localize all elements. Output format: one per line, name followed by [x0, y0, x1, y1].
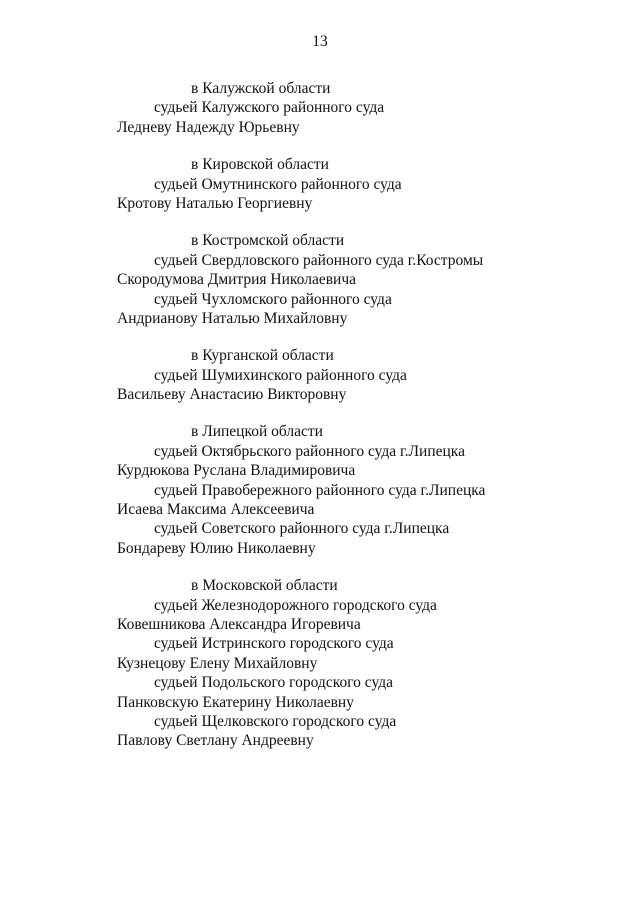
appointment-position: судьей Истринского городского суда — [154, 635, 394, 653]
appointee-name: Павлову Светлану Андреевну — [117, 732, 314, 750]
appointment-position: судьей Калужского районного суда — [154, 99, 385, 117]
appointee-name: Андрианову Наталью Михайловну — [117, 309, 348, 327]
appointee-name: Бондареву Юлию Николаевну — [117, 539, 316, 557]
appointee-name: Курдюкова Руслана Владимировича — [117, 462, 356, 480]
section-kirov — [117, 155, 617, 213]
appointment-position: судьей Советского районного суда г.Липецка — [154, 520, 450, 538]
section-lipetsk — [117, 422, 617, 558]
region-heading: в Курганской области — [191, 347, 334, 365]
appointee-name: Панковскую Екатерину Николаевну — [117, 693, 354, 711]
page-number: 13 — [312, 33, 328, 50]
appointment-position: судьей Омутнинского районного суда — [154, 175, 402, 193]
appointment-position: судьей Железнодорожного городского суда — [154, 596, 437, 614]
appointee-name: Скородумова Дмитрия Николаевича — [117, 271, 356, 289]
appointee-name: Исаева Максима Алексеевича — [117, 501, 315, 519]
appointee-name: Ледневу Надежду Юрьевну — [117, 118, 300, 136]
region-heading: в Калужской области — [191, 80, 331, 97]
appointee-name: Ковешникова Александра Игоревича — [117, 615, 361, 633]
region-heading: в Липецкой области — [191, 423, 323, 441]
appointee-name: Кузнецову Елену Михайловну — [117, 654, 318, 672]
appointee-name: Васильеву Анастасию Викторовну — [117, 386, 347, 404]
appointment-position: судьей Правобережного районного суда г.Липецка — [154, 481, 486, 499]
section-moscow-region — [117, 576, 617, 751]
section-kurgan — [117, 346, 617, 404]
appointee-name: Кротову Наталью Георгиевну — [117, 194, 313, 212]
region-heading: в Костромской области — [191, 232, 345, 250]
document-body — [117, 79, 617, 769]
appointment-position: судьей Подольского городского суда — [154, 674, 394, 692]
appointment-position: судьей Шумихинского районного суда — [154, 366, 407, 384]
appointment-position: судьей Свердловского районного суда г.Костромы — [154, 251, 484, 269]
appointment-position: судьей Чухломского районного суда — [154, 290, 392, 308]
section-kostroma — [117, 231, 617, 328]
region-heading: в Кировской области — [191, 156, 329, 174]
appointment-position: судьей Щелковского городского суда — [154, 712, 397, 730]
section-kaluga — [117, 79, 617, 137]
appointment-position: судьей Октябрьского районного суда г.Липецка — [154, 442, 465, 460]
region-heading: в Московской области — [191, 577, 338, 595]
